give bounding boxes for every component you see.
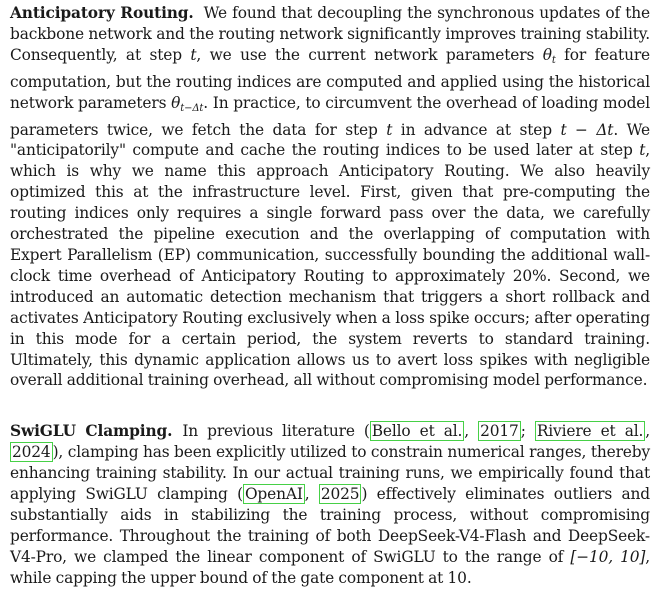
citation-riviere-year[interactable]: 2024 (12, 443, 51, 462)
theta-symbol: θ (171, 93, 181, 112)
para2-text: , while capping the upper bound of the gate component at 10. (10, 547, 650, 587)
subscript-t-minus-delta-t: t−Δt (180, 102, 204, 114)
math-t: t (190, 45, 197, 64)
citation-bello-author[interactable]: Bello et al. (371, 422, 463, 441)
math-range: [−10, 10] (570, 547, 646, 566)
citation-separator: ; (520, 422, 535, 441)
citation-riviere-author[interactable]: Riviere et al. (536, 422, 644, 441)
para1-text: for feature computation, but the routing indices are computed and applied using the historical network parameters (10, 45, 650, 112)
math-theta-t-minus-delta (171, 94, 203, 112)
citation-openai-author[interactable]: OpenAI (244, 485, 303, 504)
para1-text: . In practice, to circumvent the overhead of loading model parameters twice, we fetch the data for step (10, 93, 650, 139)
para1-text: We found that decoupling the synchronous updates of the backbone network and the routing network significantly improves training stability. Consequently, at step (10, 4, 650, 64)
anticipatory-routing-paragraph (10, 3, 650, 391)
math-t-minus-delta-t: t − Δt (560, 120, 614, 139)
para2-text: ), clamping has been explicitly utilized to constrain numerical ranges, thereby enhancing training stability. In our actual training runs, we empirically found that applying SwiGLU clamping ( (10, 443, 650, 504)
math-theta-t (543, 46, 556, 64)
anticipatory-routing-heading: Anticipatory Routing. (10, 4, 194, 22)
subscript-t: t (551, 54, 556, 66)
para2-text: ) effectively eliminates outliers and substantially aids in stabilizing the training process, without compromising performance. Throughout the training of both DeepSeek-V4-Flash and DeepSeek-V4-Pro, we clamped the linear component of SwiGLU to the range of (10, 485, 650, 566)
swiglu-clamping-heading: SwiGLU Clamping. (10, 422, 173, 441)
para1-text: , which is why we name this approach Anticipatory Routing. We also heavily optimized this at the infrastructure level. First, given that pre-computing the routing indices only requires a single forward pass over the data, we carefully orchestrated the pipeline execution and the overlapping of computation with Expert Parallelism (EP) communication, successfully bounding the additional wall-clock time overhead of Anticipatory Routing to approximately 20%. Second, we introduced an automatic detection mechanism that triggers a short rollback and activates Anticipatory Routing exclusively when a loss spike occurs; after operating in this mode for a certain period, the system reverts to standard training. Ultimately, this dynamic application allows us to avert loss spikes with negligible overall additional training overhead, all without compromising model performance. (10, 141, 650, 390)
citation-bello-year[interactable]: 2017 (480, 422, 519, 441)
swiglu-clamping-paragraph (10, 421, 650, 588)
citation-separator: , (304, 485, 319, 504)
para1-text: in advance at step (392, 120, 561, 139)
citation-separator: , (645, 422, 650, 441)
para1-text: , we use the current network parameters (196, 45, 543, 64)
theta-symbol: θ (542, 45, 552, 64)
citation-openai-year[interactable]: 2025 (320, 485, 360, 504)
math-t: t (639, 141, 646, 160)
math-t: t (386, 120, 393, 139)
citation-separator: , (464, 422, 479, 441)
para2-text: In previous literature ( (182, 422, 370, 441)
para1-text: . We "anticipatorily" compute and cache the routing indices to be used later at step (10, 120, 650, 160)
